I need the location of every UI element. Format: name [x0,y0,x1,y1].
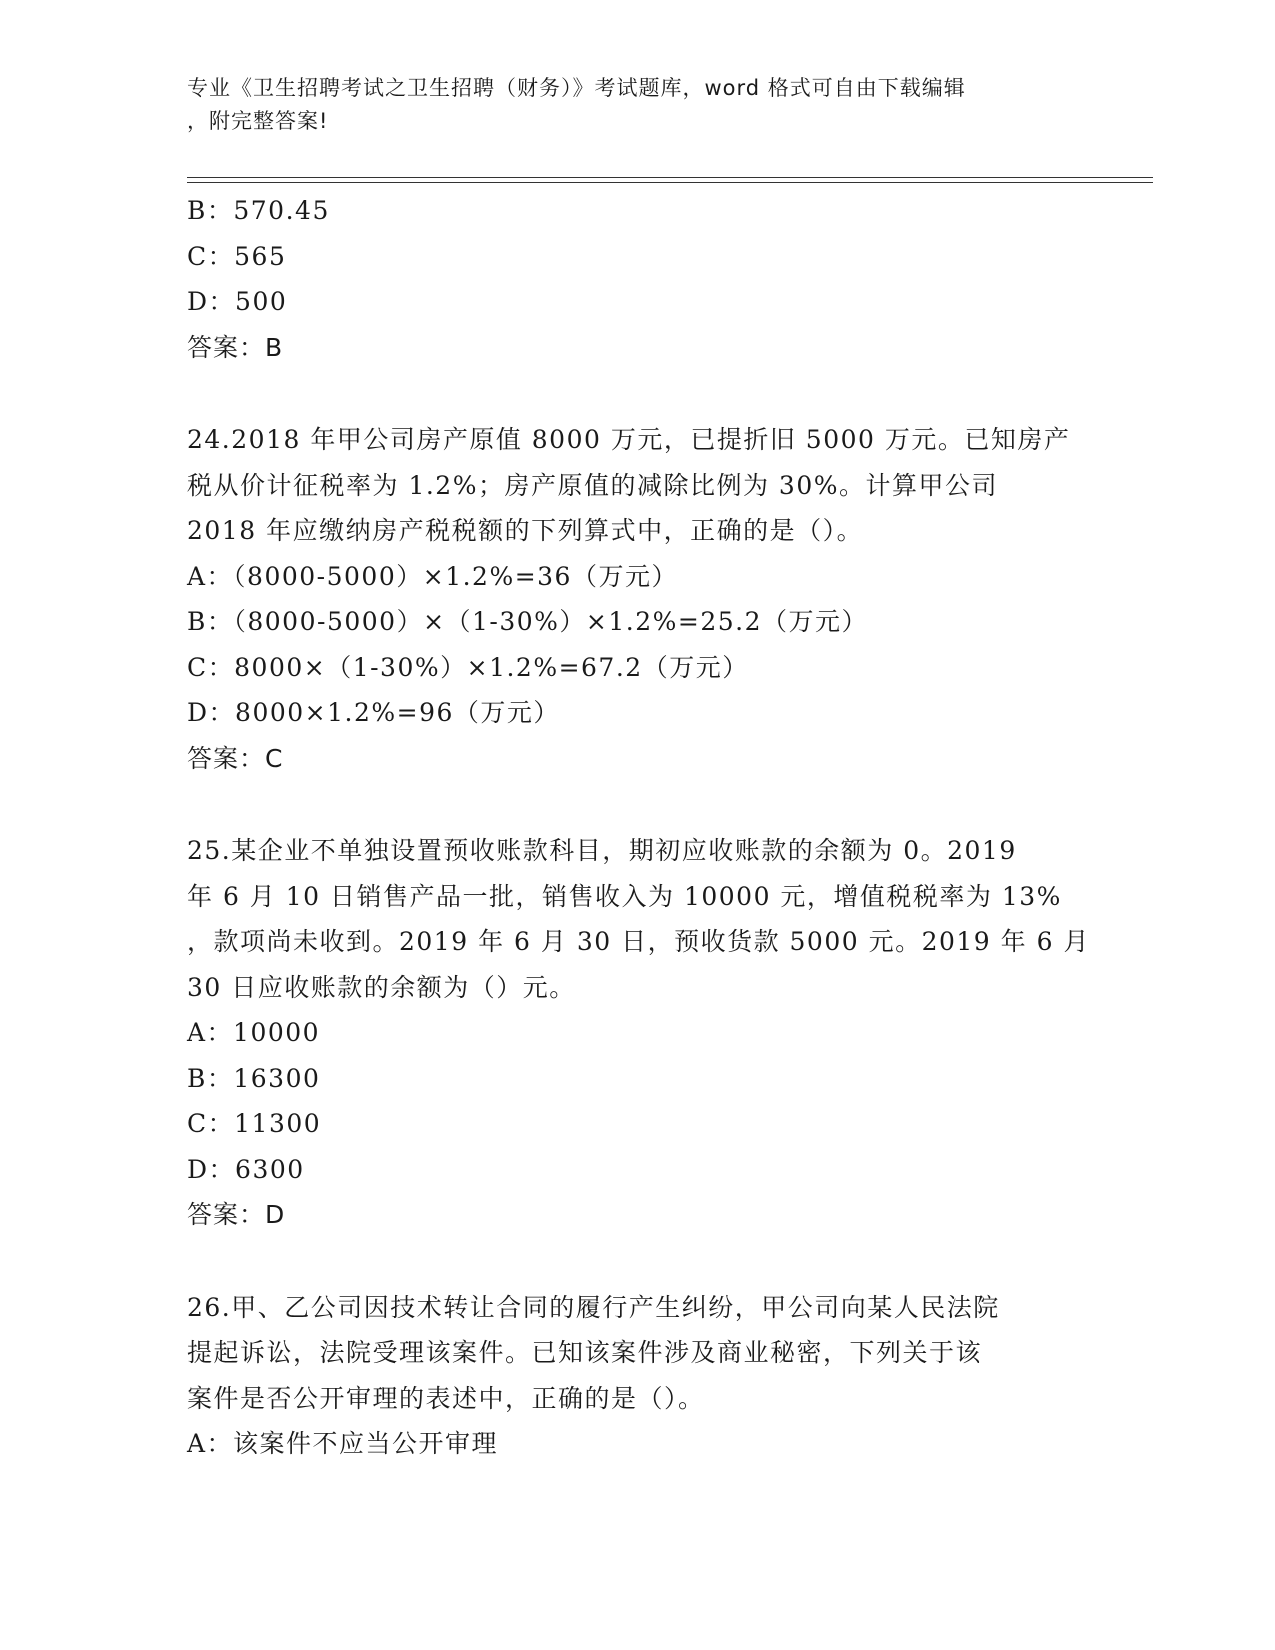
header-divider-bottom [187,182,1153,183]
option-b: B：570.45 [187,196,330,225]
document-header [187,72,1067,138]
question-26 [187,1285,1087,1467]
option-a: A：（8000-5000）×1.2%=36（万元） [187,561,678,591]
option-d: D：6300 [187,1154,305,1184]
question-text-line: 24.2018 年甲公司房产原值 8000 万元，已提折旧 5000 万元。已知房产 [187,425,1071,454]
question-25 [187,828,1090,1238]
header-line-2: ，附完整答案! [187,109,329,133]
question-text-line: 提起诉讼，法院受理该案件。已知该案件涉及商业秘密，下列关于该 [187,1338,983,1367]
question-text-line: 26.甲、乙公司因技术转让合同的履行产生纠纷，甲公司向某人民法院 [187,1292,1000,1322]
option-d: D：500 [187,287,288,316]
option-a: A：10000 [187,1018,321,1047]
question-23-tail [187,188,1087,370]
question-text-line: 案件是否公开审理的表述中，正确的是（）。 [187,1383,705,1413]
question-text-line: 30 日应收账款的余额为（）元。 [187,972,576,1002]
option-c: C：11300 [187,1109,322,1138]
document-body [187,188,1090,1467]
question-text-line: 税从价计征税率为 1.2%；房产原值的减除比例为 30%。计算甲公司 [187,470,998,500]
question-text-line: 25.某企业不单独设置预收账款科目，期初应收账款的余额为 0。2019 [187,836,1017,865]
header-line-1: 专业《卫生招聘考试之卫生招聘（财务）》考试题库，word 格式可自由下载编辑 [187,76,966,100]
option-b: B：（8000-5000）×（1-30%）×1.2%=25.2（万元） [187,607,869,636]
option-b: B：16300 [187,1063,321,1093]
question-text-line: ，款项尚未收到。2019 年 6 月 30 日，预收货款 5000 元。2019 年 6 月 [187,927,1090,956]
answer-line: 答案：C [187,743,284,773]
option-a: A：该案件不应当公开审理 [187,1429,499,1458]
question-text-line: 2018 年应缴纳房产税税额的下列算式中，正确的是（）。 [187,516,864,545]
answer-line: 答案：B [187,332,284,362]
answer-line: 答案：D [187,1200,286,1229]
option-c: C：8000×（1-30%）×1.2%=67.2（万元） [187,652,749,682]
question-24 [187,417,1087,781]
option-c: C：565 [187,241,287,271]
option-d: D：8000×1.2%=96（万元） [187,698,560,727]
question-text-line: 年 6 月 10 日销售产品一批，销售收入为 10000 元，增值税税率为 13% [187,881,1062,911]
header-divider-top [187,177,1153,178]
